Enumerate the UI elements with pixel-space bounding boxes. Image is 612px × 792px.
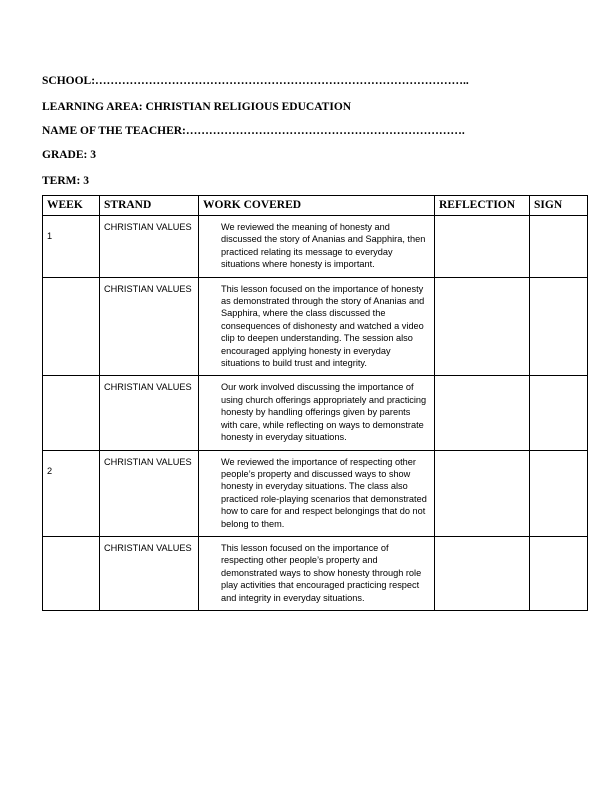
- table-row: [43, 277, 588, 376]
- learning-area-heading: LEARNING AREA: CHRISTIAN RELIGIOUS EDUCATION: [42, 101, 352, 113]
- reflection-cell: [435, 216, 530, 278]
- column-header-sign: SIGN: [530, 196, 588, 216]
- work-covered-cell: This lesson focused on the importance of respecting other people’s property and demonstrated ways to show honesty through role play activities that encouraged practicing respect and integrity in everyday situations.: [199, 536, 435, 610]
- table-header-row: [43, 196, 588, 216]
- reflection-cell: [435, 277, 530, 376]
- strand-cell: CHRISTIAN VALUES: [100, 536, 199, 610]
- sign-cell: [530, 536, 588, 610]
- sign-cell: [530, 376, 588, 450]
- sign-cell: [530, 216, 588, 278]
- strand-cell: CHRISTIAN VALUES: [100, 376, 199, 450]
- term-label: TERM: 3: [42, 175, 89, 187]
- reflection-cell: [435, 536, 530, 610]
- column-header-reflection: REFLECTION: [435, 196, 530, 216]
- week-cell: 1: [43, 216, 100, 278]
- record-of-work-table: [42, 195, 588, 611]
- school-field: SCHOOL:……………………………………………………………………………………..: [42, 75, 469, 87]
- table-row: [43, 216, 588, 278]
- strand-cell: CHRISTIAN VALUES: [100, 450, 199, 536]
- strand-cell: CHRISTIAN VALUES: [100, 277, 199, 376]
- reflection-cell: [435, 376, 530, 450]
- column-header-work-covered: WORK COVERED: [199, 196, 435, 216]
- column-header-strand: STRAND: [100, 196, 199, 216]
- column-header-week: WEEK: [43, 196, 100, 216]
- work-covered-cell: We reviewed the meaning of honesty and discussed the story of Ananias and Sapphira, then practiced relating its message to everyday situations where honesty is important.: [199, 216, 435, 278]
- table-row: [43, 376, 588, 450]
- week-cell: [43, 376, 100, 450]
- reflection-cell: [435, 450, 530, 536]
- week-cell: [43, 536, 100, 610]
- work-covered-cell: We reviewed the importance of respecting other people’s property and discussed ways to show honesty in everyday situations. The class also practiced role-playing scenarios that demonstrated how to care for and respect belongings that do not belong to them.: [199, 450, 435, 536]
- week-cell: 2: [43, 450, 100, 536]
- table-row: [43, 450, 588, 536]
- strand-cell: CHRISTIAN VALUES: [100, 216, 199, 278]
- teacher-name-field: NAME OF THE TEACHER:……………………………………………………………….: [42, 125, 465, 137]
- week-cell: [43, 277, 100, 376]
- table-row: [43, 536, 588, 610]
- sign-cell: [530, 277, 588, 376]
- work-covered-cell: This lesson focused on the importance of honesty as demonstrated through the story of Ananias and Sapphira, where the class discussed the consequences of dishonesty and watched a video clip to deepen understanding. The session also encouraged applying honesty in everyday situations to build trust and integrity.: [199, 277, 435, 376]
- work-covered-cell: Our work involved discussing the importance of using church offerings appropriately and practicing honesty by handling offerings given by parents with care, while reflecting on ways to demonstrate honesty in everyday situations.: [199, 376, 435, 450]
- grade-label: GRADE: 3: [42, 149, 96, 161]
- sign-cell: [530, 450, 588, 536]
